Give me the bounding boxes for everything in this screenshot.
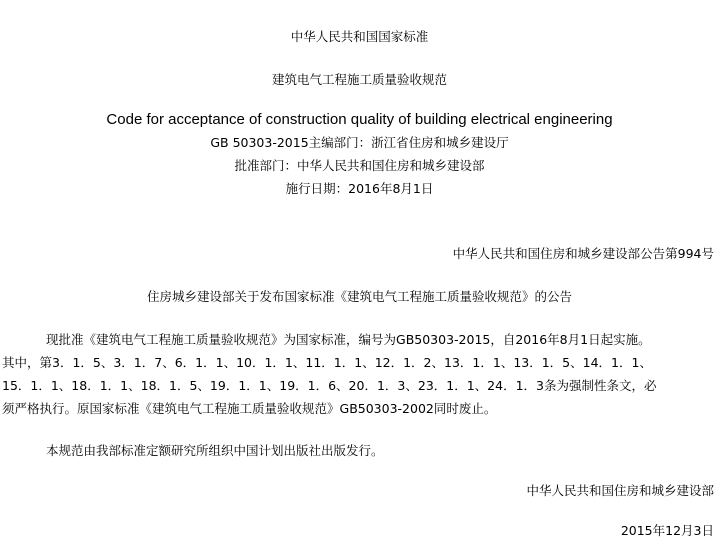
body-line: 其中，第3．1．5、3．1．7、6．1．1、10．1．1、11．1．1、12．1．2、13．1．1、13．1．5、14．1．1、 [2, 355, 652, 370]
code-and-editor-department: GB 50303-2015主编部门：浙江省住房和城乡建设厅 [210, 135, 509, 150]
body-line: 现批准《建筑电气工程施工质量验收规范》为国家标准，编号为GB50303-2015，自2016年8月1日起实施。 [46, 332, 651, 347]
document-title-cn: 建筑电气工程施工质量验收规范 [271, 72, 447, 87]
body-line: 15．1．1、18．1．1、18．1．5、19．1．1、19．1．6、20．1．3、23．1．1、24．1．3条为强制性条文，必 [2, 378, 657, 393]
signatory: 中华人民共和国住房和城乡建设部 [526, 483, 714, 498]
announcement-number: 中华人民共和国住房和城乡建设部公告第994号 [452, 246, 714, 261]
announcement-body [2, 328, 716, 420]
publisher-note: 本规范由我部标准定额研究所组织中国计划出版社出版发行。 [46, 443, 384, 458]
announcement-heading: 住房城乡建设部关于发布国家标准《建筑电气工程施工质量验收规范》的公告 [146, 289, 572, 304]
publisher-note-block [2, 439, 716, 462]
approving-department: 批准部门：中华人民共和国住房和城乡建设部 [234, 158, 485, 173]
standard-type-label: 中华人民共和国国家标准 [290, 29, 429, 44]
announcement-date: 2015年12月3日 [620, 523, 714, 538]
body-line: 须严格执行。原国家标准《建筑电气工程施工质量验收规范》GB50303-2002同时废止。 [2, 401, 497, 416]
document-title-en: Code for acceptance of construction quality of building electrical engineering [106, 111, 613, 128]
effective-date: 施行日期：2016年8月1日 [285, 181, 434, 196]
